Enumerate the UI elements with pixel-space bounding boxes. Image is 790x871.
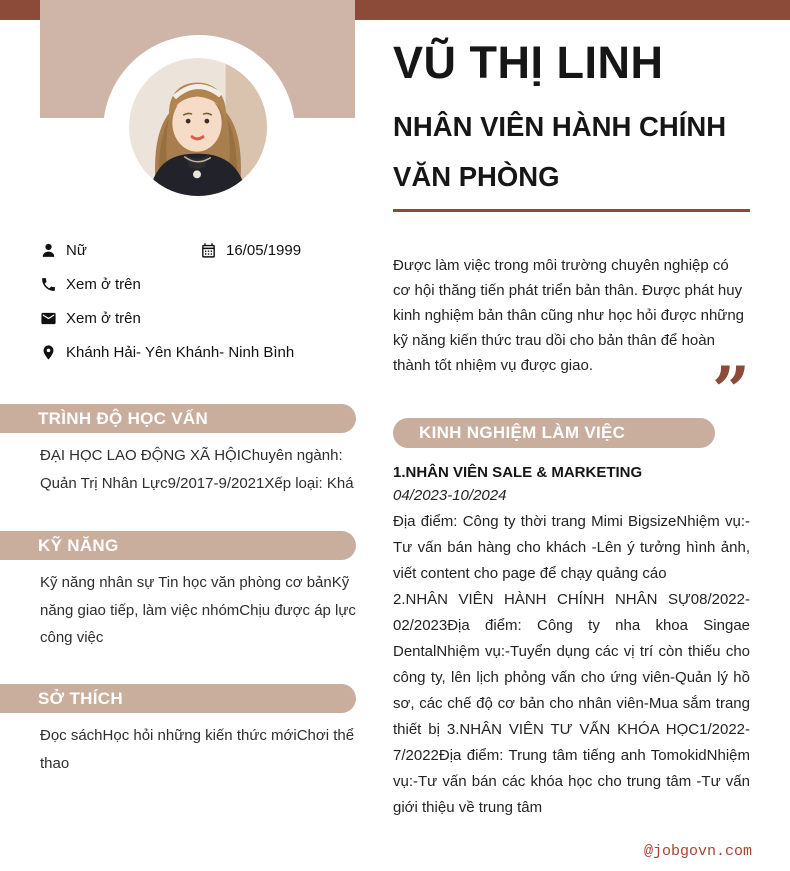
location-pin-icon bbox=[40, 344, 57, 361]
gender-value: Nữ bbox=[66, 241, 87, 259]
personal-info bbox=[40, 233, 370, 369]
experience-body bbox=[393, 509, 750, 821]
experience-section-header bbox=[393, 418, 715, 448]
skills-heading: KỸ NĂNG bbox=[38, 535, 119, 555]
career-objective: Được làm việc trong môi trường chuyên nghiệp có cơ hội thăng tiến phát triển bản thân. Được phát huy kinh nghiệm bản thân cũng như học hỏi được những kỹ năng kiến thức trau dồi cho bản thân để hoàn thành tốt nhiệm vụ được giao. bbox=[393, 257, 745, 374]
quote-icon: ” bbox=[712, 352, 750, 430]
person-icon bbox=[40, 242, 57, 259]
experience-heading: KINH NGHIỆM LÀM VIỆC bbox=[419, 423, 626, 442]
education-section-header bbox=[0, 404, 356, 433]
email-icon bbox=[40, 310, 57, 327]
skills-body: Kỹ năng nhân sự Tin học văn phòng cơ bảnKỹ năng giao tiếp, làm việc nhómChịu được áp lực công việc bbox=[40, 574, 356, 646]
address-value: Khánh Hải- Yên Khánh- Ninh Bình bbox=[66, 343, 295, 361]
experience-job1-description: Địa điểm: Công ty thời trang Mimi BigsizeNhiệm vụ:-Tư vấn bán hàng cho khách -Lên ý tưởng hình ảnh, viết content cho page để chạy quảng cáo bbox=[393, 513, 750, 582]
phone-row bbox=[40, 267, 370, 301]
education-heading: TRÌNH ĐỘ HỌC VẤN bbox=[38, 408, 209, 428]
experience-jobs-2-3-description: 2.NHÂN VIÊN HÀNH CHÍNH NHÂN SỰ08/2022-02/2023Địa điểm: Công ty nha khoa Singae DentalNhiệm vụ:-Tuyển dụng các vị trí còn thiếu cho công ty, lên lịch phỏng vấn cho ứng viên-Quản lý hồ sơ, các chế độ cơ bản cho nhân viên-Mua sắm trang thiết bị 3.NHÂN VIÊN TƯ VẤN KHÓA HỌC1/2022-7/2022Địa điểm: Trung tâm tiếng anh TomokidNhiệm vụ:-Tư vấn bán các khóa học cho trung tâm -Tư vấn giới thiệu về trung tâm bbox=[393, 591, 750, 816]
email-row bbox=[40, 301, 370, 335]
title-divider bbox=[393, 209, 750, 212]
calendar-icon bbox=[200, 242, 217, 259]
profile-photo bbox=[129, 58, 267, 196]
experience-job1-title: 1.NHÂN VIÊN SALE & MARKETING bbox=[393, 464, 643, 481]
email-value: Xem ở trên bbox=[66, 309, 141, 327]
dob-group bbox=[200, 233, 301, 267]
phone-value: Xem ở trên bbox=[66, 275, 141, 293]
gender-and-dob-row bbox=[40, 233, 370, 267]
candidate-name: VŨ THỊ LINH bbox=[393, 37, 664, 88]
watermark: @jobgovn.com bbox=[643, 843, 752, 860]
hobbies-heading: SỞ THÍCH bbox=[38, 688, 123, 708]
address-row bbox=[40, 335, 370, 369]
hobbies-body: Đọc sáchHọc hỏi những kiến thức mớiChơi thể thao bbox=[40, 727, 355, 772]
dob-value: 16/05/1999 bbox=[226, 241, 302, 259]
education-body: ĐẠI HỌC LAO ĐỘNG XÃ HỘIChuyên ngành: Quản Trị Nhân Lực9/2017-9/2021Xếp loại: Khá bbox=[40, 447, 354, 492]
experience-job1-date: 04/2023-10/2024 bbox=[393, 487, 507, 504]
phone-icon bbox=[40, 276, 57, 293]
candidate-job-title: NHÂN VIÊN HÀNH CHÍNH VĂN PHÒNG bbox=[393, 111, 727, 192]
avatar-illustration bbox=[129, 58, 267, 196]
skills-section-header bbox=[0, 531, 356, 560]
hobbies-section-header bbox=[0, 684, 356, 713]
